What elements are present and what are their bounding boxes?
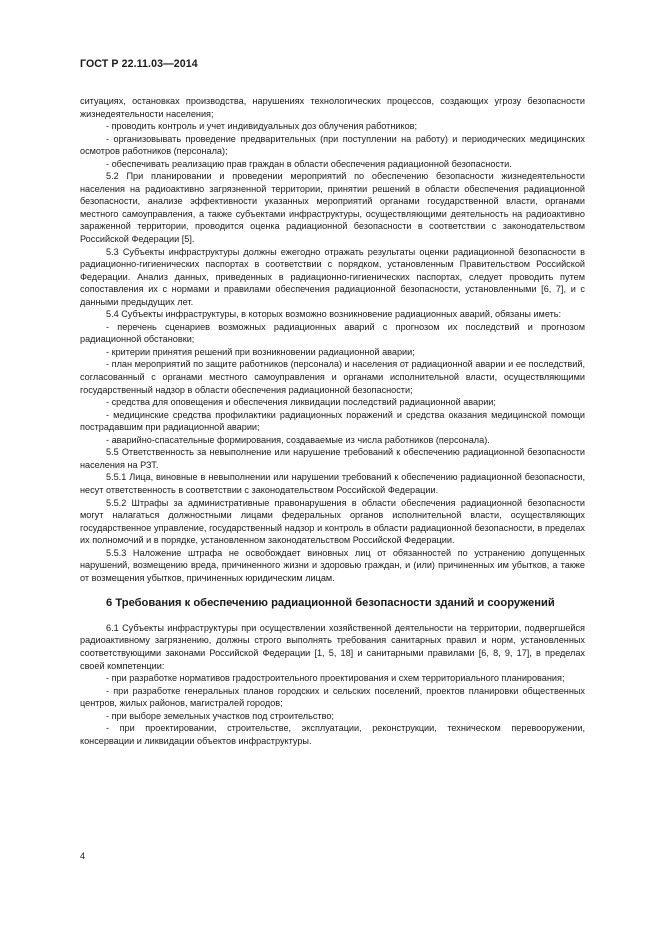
paragraph: 5.5.3 Наложение штрафа не освобождает виновных лиц от обязанностей по устранению допущенных нарушений, возмещению вреда, причиненного жизни и здоровью граждан, и (или) причиненных им убытков, а также от возмещения убытков, причиненных юридическим лицам. (80, 547, 585, 583)
page-number: 4 (80, 851, 86, 861)
document-header: ГОСТ Р 22.11.03—2014 (80, 58, 198, 70)
paragraph: ситуациях, остановках производства, нарушениях технологических процессов, создающих угрозу безопасности жизнедеятельности населения; (80, 96, 585, 119)
paragraphs-before-section (80, 95, 585, 584)
document-body (80, 95, 585, 747)
paragraph: - при выборе земельных участков под строительство; (106, 710, 334, 721)
paragraph: 6.1 Субъекты инфраструктуры при осуществлении хозяйственной деятельности на территории, подвергшейся радиоактивному загрязнению, должны строго выполнять требования санитарных правил и норм, установленных соответствующими законами Российской Федерации [1, 5, 18] и санитарными правилами [6, 8, 9, 17], в пределах своей компетенции: (80, 622, 585, 671)
paragraph: - средства для оповещения и обеспечения ликвидации последствий радиационной аварии; (106, 397, 496, 408)
paragraph: 5.4 Субъекты инфраструктуры, в которых возможно возникновение радиационных аварий, обязаны иметь: (106, 309, 562, 320)
paragraph: - аварийно-спасательные формирования, создаваемые из числа работников (персонала). (106, 434, 490, 445)
paragraph: - при проектировании, строительстве, эксплуатации, реконструкции, техническом перевооружении, консервации и ликвидации объектов инфраструктуры. (80, 723, 585, 746)
paragraph: 5.5.2 Штрафы за административные правонарушения в области обеспечения радиационной безопасности могут налагаться должностными лицами федеральных органов исполнительной власти, осуществляющих государственное управление, государственный надзор и контроль в области радиационной безопасности, в пределах их полномочий и в порядке, установленном законодательством Российской Федерации. (80, 497, 585, 546)
paragraph: 5.5 Ответственность за невыполнение или нарушение требований к обеспечению радиационной безопасности населения на РЗТ. (80, 447, 585, 470)
section-6-title: 6 Требования к обеспечению радиационной безопасности зданий и сооружений (106, 597, 555, 610)
paragraph: - проводить контроль и учет индивидуальных доз облучения работников; (106, 121, 418, 132)
paragraph: - при разработке нормативов градостроительного проектирования и схем территориального планирования; (106, 673, 565, 684)
paragraph: - медицинские средства профилактики радиационных поражений и средства оказания медицинской помощи пострадавшим при радиационной аварии; (80, 409, 585, 433)
paragraph: 5.5.1 Лица, виновные в невыполнении или нарушении требований к обеспечению радиационной безопасности, несут ответственность в соответствии с законодательством Российской Федерации. (80, 472, 585, 495)
paragraph: 5.2 При планировании и проведении мероприятий по обеспечению безопасности жизнедеятельности населения на радиоактивно загрязненной территории, принятии решений в области обеспечения радиационной безопасности, анализе эффективности указанных мероприятий органами государственной власти, органами местного самоуправления, а также субъектами инфраструктуры, осуществляющими деятельность на радиоактивно зараженной территории, проводится оценка радиационной безопасности в соответствии с законодательством Российской Федерации [5]. (80, 171, 585, 245)
paragraph: - организовывать проведение предварительных (при поступлении на работу) и периодических медицинских осмотров работников (персонала); (80, 133, 585, 157)
paragraph: - при разработке генеральных планов городских и сельских поселений, проектов планировки общественных центров, жилых районов, магистралей городов; (80, 685, 585, 709)
paragraph: 5.3 Субъекты инфраструктуры должны ежегодно отражать результаты оценки радиационной безопасности в радиационно-гигиенических паспортах в соответствии с порядком, установленным Правительством Российской Федерации. Анализ данных, приведенных в радиационно-гигиенических паспортах, следует проводить путем сопоставления их с нормами и правилами обеспечения радиационной безопасности, установленными [6, 7], и с данными предыдущих лет. (80, 246, 585, 307)
paragraph: - обеспечивать реализацию прав граждан в области обеспечения радиационной безопасности. (106, 158, 512, 169)
paragraph: - план мероприятий по защите работников (персонала) и населения от радиационной аварии и ее последствий, согласованный с органами местного самоуправления и органами исполнительной власти, осуществляющими государственный надзор в области обеспечения радиационной безопасности; (80, 359, 585, 395)
paragraphs-after-section (80, 622, 585, 747)
paragraph: - критерии принятия решений при возникновении радиационной аварии; (106, 346, 415, 357)
paragraph: - перечень сценариев возможных радиационных аварий с прогнозом их последствий и прогнозом радиационной обстановки; (80, 321, 585, 345)
